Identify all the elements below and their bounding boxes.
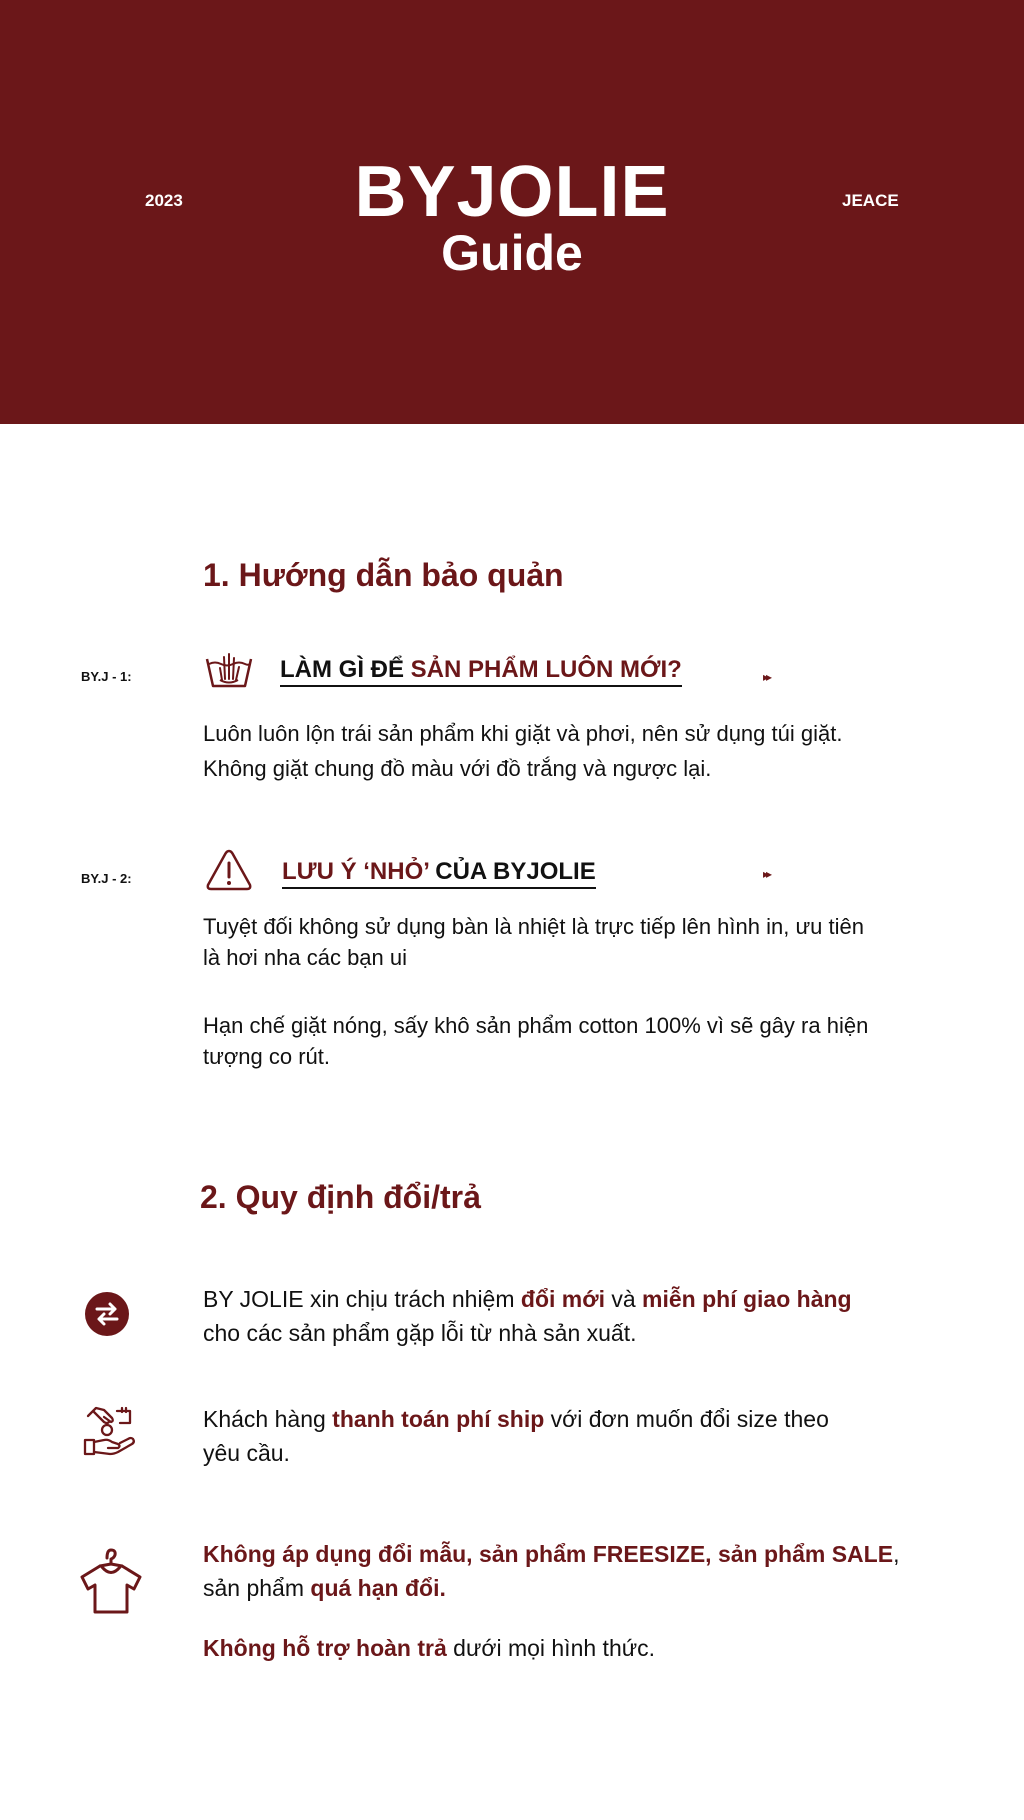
text-line: cho các sản phẩm gặp lỗi từ nhà sản xuất. <box>203 1320 637 1346</box>
text-line <box>203 1537 963 1571</box>
text-line <box>203 1631 963 1665</box>
question-title-text: CỦA BYJOLIE <box>428 858 596 885</box>
text-line <box>203 1571 963 1605</box>
text-line: yêu cầu. <box>203 1440 290 1466</box>
return-rule-1 <box>203 1282 963 1350</box>
section-title-returns: 2. Quy định đổi/trả <box>200 1179 481 1215</box>
question-title-accent: ‘NHỎ’ <box>363 858 429 885</box>
text-span: , <box>893 1541 900 1567</box>
text-span: dưới mọi hình thức. <box>446 1635 656 1661</box>
double-arrow-icon: ▸▸ <box>763 670 770 684</box>
question-title-2 <box>282 857 596 889</box>
text-line: là hơi nha các bạn ui <box>203 945 408 970</box>
bold-span: thanh toán phí ship <box>332 1406 545 1432</box>
question-title-1 <box>280 655 682 687</box>
hand-wash-icon <box>205 650 253 695</box>
bold-span: đổi mới <box>520 1286 605 1312</box>
care-paragraph-2 <box>203 911 963 973</box>
text-line: tượng co rút. <box>203 1044 330 1069</box>
exchange-icon <box>84 1291 130 1342</box>
text-line: Tuyệt đối không sử dụng bàn là nhiệt là trực tiếp lên hình in, ưu tiên <box>203 914 864 939</box>
warning-icon <box>205 848 253 897</box>
text-span: sản phẩm <box>203 1575 311 1601</box>
text-line: Không giặt chung đồ màu với đồ trắng và ngược lại. <box>203 756 712 781</box>
header-banner <box>0 0 1024 424</box>
return-rule-2 <box>203 1402 963 1470</box>
text-span: Khách hàng <box>203 1406 333 1432</box>
question-title-text: LÀM GÌ ĐỂ <box>280 656 411 683</box>
question-title-text: LƯU Ý <box>282 858 364 885</box>
question-title-accent: SẢN PHẨM LUÔN MỚI? <box>410 656 682 683</box>
text-line <box>203 1282 963 1316</box>
brand-subtitle: Guide <box>441 225 583 281</box>
text-span: với đơn muốn đổi size theo <box>544 1406 829 1432</box>
text-span: và <box>604 1286 643 1312</box>
return-rule-3 <box>203 1537 963 1665</box>
item-label: BY.J - 1: <box>81 669 132 684</box>
brand-title: BYJOLIE <box>354 152 670 232</box>
care-paragraph-1 <box>203 716 963 786</box>
care-paragraph-3 <box>203 1010 963 1072</box>
bold-span: Không áp dụng đổi mẫu, sản phẩm FREESIZE, sản phẩm SALE <box>203 1541 894 1567</box>
header-right-label: JEACE <box>842 191 899 210</box>
bold-span: miễn phí giao hàng <box>642 1286 852 1312</box>
bold-span: Không hỗ trợ hoàn trả <box>203 1635 447 1661</box>
text-line: Hạn chế giặt nóng, sấy khô sản phẩm cotton 100% vì sẽ gây ra hiện <box>203 1013 869 1038</box>
section-title-care: 1. Hướng dẫn bảo quản <box>203 557 564 593</box>
text-line: Luôn luôn lộn trái sản phẩm khi giặt và phơi, nên sử dụng túi giặt. <box>203 721 843 746</box>
tshirt-hanger-icon <box>78 1546 144 1621</box>
payment-hand-icon <box>82 1402 140 1463</box>
text-line <box>203 1402 963 1436</box>
text-span: BY JOLIE xin chịu trách nhiệm <box>203 1286 521 1312</box>
bold-span: quá hạn đổi. <box>310 1575 446 1601</box>
item-label: BY.J - 2: <box>81 871 132 886</box>
double-arrow-icon: ▸▸ <box>763 867 770 881</box>
header-year: 2023 <box>145 191 183 210</box>
